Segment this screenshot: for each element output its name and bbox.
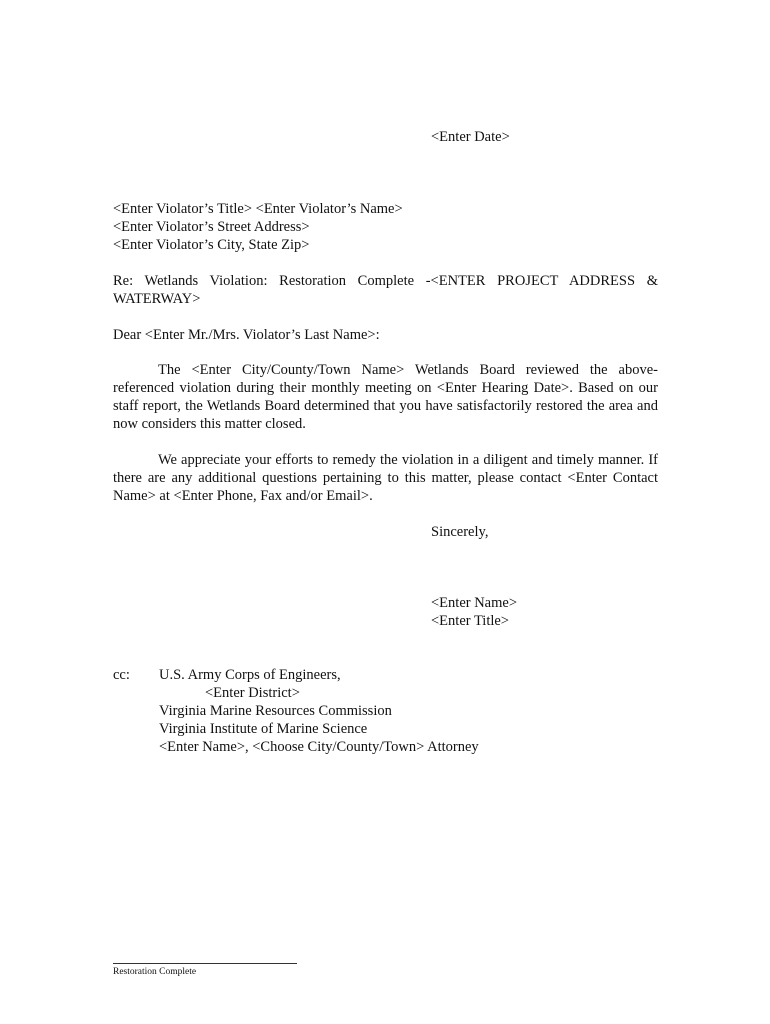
recipient-address [113,200,403,254]
salutation: Dear <Enter Mr./Mrs. Violator’s Last Name>: [113,327,380,343]
address-line-name: <Enter Violator’s Title> <Enter Violator’s Name> [113,201,403,217]
body-paragraph-2 [113,451,658,505]
cc-label: cc: [113,667,130,683]
footer-text: Restoration Complete [113,967,197,977]
footer-divider [113,963,297,964]
signature-title: <Enter Title> [431,613,509,629]
address-line-street: <Enter Violator’s Street Address> [113,219,310,235]
subject-line [113,272,658,308]
cc-list [159,666,479,756]
cc-item: U.S. Army Corps of Engineers, [159,667,341,683]
closing: Sincerely, [431,524,489,540]
cc-item: Virginia Institute of Marine Science [159,721,368,737]
signature-name: <Enter Name> [431,595,518,611]
subject-line-2: WATERWAY> [113,291,201,307]
body-paragraph-1-text: The <Enter City/County/Town Name> Wetlands Board reviewed the above-referenced violation during their monthly meeting on <Enter Hearing Date>. Based on our staff report, the Wetlands Board determined that you have satisfactorily restored the area and now considers this matter closed. [113,362,658,432]
cc-item: <Enter District> [205,685,300,701]
address-line-city: <Enter Violator’s City, State Zip> [113,237,310,253]
cc-item: Virginia Marine Resources Commission [159,703,392,719]
body-paragraph-1 [113,361,658,433]
letter-date: <Enter Date> [431,129,510,145]
subject-line-1: Re: Wetlands Violation: Restoration Complete -<ENTER PROJECT ADDRESS & [113,273,658,289]
body-paragraph-2-text: We appreciate your efforts to remedy the violation in a diligent and timely manner. If there are any additional questions pertaining to this matter, please contact <Enter Contact Name> at <Enter Phone, Fax and/or Email>. [113,452,658,504]
cc-item: <Enter Name>, <Choose City/County/Town> Attorney [159,739,479,755]
